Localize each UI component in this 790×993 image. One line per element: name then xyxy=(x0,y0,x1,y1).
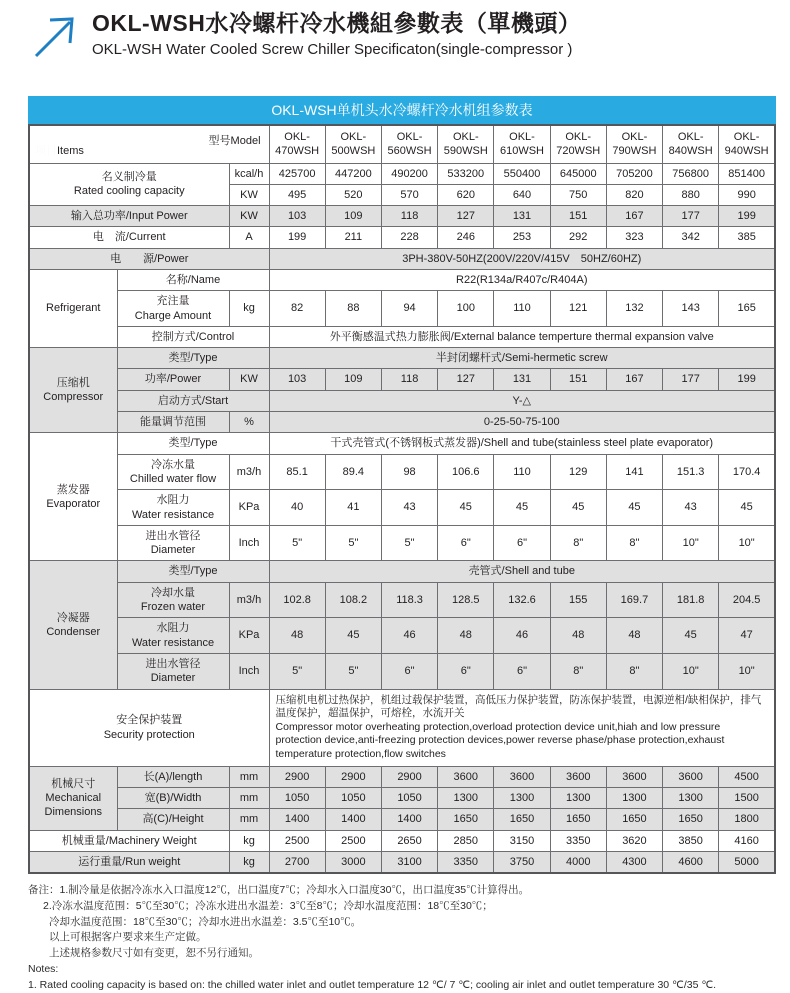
cell-value: 10" xyxy=(663,525,719,561)
table-row xyxy=(29,525,775,561)
cell-value: 533200 xyxy=(438,163,494,184)
table-row xyxy=(29,326,775,347)
cell-unit: KPa xyxy=(229,618,269,654)
cell-group: 蒸发器 Evaporator xyxy=(29,433,117,561)
cell-value: 131 xyxy=(494,369,550,390)
cell-label: 控制方式/Control xyxy=(117,326,269,347)
page-title: OKL-WSH水冷螺杆冷水機組參數表（單機頭） xyxy=(92,10,582,36)
cell-label: 安全保护装置 Security protection xyxy=(29,689,269,766)
cell-value: 165 xyxy=(719,291,775,327)
cell-value: 118.3 xyxy=(381,582,437,618)
cell-label: 电 源/Power xyxy=(29,248,269,269)
table-row xyxy=(29,433,775,454)
cell-value: 1400 xyxy=(325,809,381,830)
cell-value: 520 xyxy=(325,184,381,205)
cell-value: 1400 xyxy=(269,809,325,830)
cell-value: 990 xyxy=(719,184,775,205)
cell-span: 0-25-50-75-100 xyxy=(269,412,775,433)
cell-value: 45 xyxy=(438,490,494,526)
cell-value: 40 xyxy=(269,490,325,526)
cell-value: 4600 xyxy=(663,851,719,873)
table-row xyxy=(29,454,775,490)
cell-value: 6" xyxy=(438,653,494,689)
cell-label: 功率/Power xyxy=(117,369,229,390)
table-row xyxy=(29,163,775,184)
cell-value: 228 xyxy=(381,227,437,248)
cell-value: 3600 xyxy=(550,766,606,787)
cell-value: 640 xyxy=(494,184,550,205)
cell-label: 冷却水量 Frozen water xyxy=(117,582,229,618)
cell-value: 645000 xyxy=(550,163,606,184)
cell-value: 167 xyxy=(606,206,662,227)
cell-group: 冷凝器 Condenser xyxy=(29,561,117,689)
cell-value: 177 xyxy=(663,206,719,227)
cell-value: 1050 xyxy=(269,788,325,809)
cell-value: 246 xyxy=(438,227,494,248)
page-header xyxy=(28,10,776,65)
note-line: 备注：1.制冷量是依据冷冻水入口温度12℃，出口温度7℃；冷却水入口温度30℃，出口温度35℃计算得出。 xyxy=(28,884,530,897)
cell-value: 3600 xyxy=(494,766,550,787)
cell-value: 48 xyxy=(269,618,325,654)
model-header: OKL- 940WSH xyxy=(719,125,775,163)
cell-label: 长(A)/length xyxy=(117,766,229,787)
cell-value: 151 xyxy=(550,369,606,390)
cell-unit: mm xyxy=(229,809,269,830)
items-label xyxy=(35,144,84,158)
table-header-row xyxy=(29,125,775,163)
cell-value: 132.6 xyxy=(494,582,550,618)
model-header: OKL- 790WSH xyxy=(606,125,662,163)
cell-group: 机械尺寸 Mechanical Dimensions xyxy=(29,766,117,830)
cell-value: 705200 xyxy=(606,163,662,184)
cell-label: 机械重量/Machinery Weight xyxy=(29,830,229,851)
cell-value: 2850 xyxy=(438,830,494,851)
cell-value: 323 xyxy=(606,227,662,248)
note-line-en: 1. Rated cooling capacity is based on: the chilled water inlet and outlet temperature 12 ℃/ 7 ℃; cooling air inlet and outlet temperature 30 ℃/35 ℃. xyxy=(28,978,717,991)
table-row xyxy=(29,582,775,618)
cell-group: 压缩机 Compressor xyxy=(29,348,117,433)
cell-value: 820 xyxy=(606,184,662,205)
table-row xyxy=(29,348,775,369)
model-label: 型号Model xyxy=(208,135,261,147)
cell-value: 1650 xyxy=(550,809,606,830)
cell-value: 47 xyxy=(719,618,775,654)
cell-value: 45 xyxy=(325,618,381,654)
model-header: OKL- 610WSH xyxy=(494,125,550,163)
cell-value: 2900 xyxy=(325,766,381,787)
cell-value: 425700 xyxy=(269,163,325,184)
cell-value: 48 xyxy=(438,618,494,654)
cell-value: 3620 xyxy=(606,830,662,851)
cell-unit: mm xyxy=(229,788,269,809)
cell-value: 4000 xyxy=(550,851,606,873)
arrow-up-right-icon xyxy=(28,12,80,65)
cell-value: 5" xyxy=(325,525,381,561)
table-row xyxy=(29,618,775,654)
note-line: 以上可根据客户要求来生产定做。 xyxy=(49,931,207,944)
cell-value: 1050 xyxy=(381,788,437,809)
cell-value: 181.8 xyxy=(663,582,719,618)
cell-label: 能量调节范围 xyxy=(117,412,229,433)
cell-value: 127 xyxy=(438,206,494,227)
table-row xyxy=(29,227,775,248)
cell-label: 水阻力 Water resistance xyxy=(117,490,229,526)
cell-label: 进出水管径 Diameter xyxy=(117,653,229,689)
cell-value: 3600 xyxy=(663,766,719,787)
cell-span: 压缩机电机过热保护，机组过载保护装置，高低压力保护装置，防冻保护装置，电源逆相/缺相保护，排气温度保护，超温保护，可熔栓，水流开关 Compressor motor overheating protection,overload protection device unit,hiah and low pressure protection device,anti-freezing protection devices,power reverse phase/phase protection,exhaust temperature protection,flow switches xyxy=(269,689,775,766)
cell-value: 2650 xyxy=(381,830,437,851)
cell-unit: Inch xyxy=(229,653,269,689)
cell-label: 类型/Type xyxy=(117,561,269,582)
cell-value: 880 xyxy=(663,184,719,205)
cell-value: 3150 xyxy=(494,830,550,851)
cell-value: 1650 xyxy=(494,809,550,830)
cell-value: 3100 xyxy=(381,851,437,873)
page-subtitle: OKL-WSH Water Cooled Screw Chiller Specificaton(single-compressor ) xyxy=(92,40,573,58)
cell-value: 132 xyxy=(606,291,662,327)
cell-value: 8" xyxy=(606,653,662,689)
table-row xyxy=(29,390,775,411)
cell-value: 129 xyxy=(550,454,606,490)
table-row xyxy=(29,653,775,689)
cell-unit: mm xyxy=(229,766,269,787)
cell-value: 43 xyxy=(381,490,437,526)
spec-table xyxy=(28,124,776,874)
cell-value: 1300 xyxy=(663,788,719,809)
cell-value: 109 xyxy=(325,206,381,227)
cell-value: 8" xyxy=(606,525,662,561)
model-header: OKL- 720WSH xyxy=(550,125,606,163)
cell-value: 5" xyxy=(269,653,325,689)
cell-value: 10" xyxy=(719,653,775,689)
cell-value: 756800 xyxy=(663,163,719,184)
cell-label: 水阻力 Water resistance xyxy=(117,618,229,654)
cell-value: 103 xyxy=(269,369,325,390)
cell-value: 4500 xyxy=(719,766,775,787)
cell-value: 48 xyxy=(606,618,662,654)
cell-value: 2900 xyxy=(269,766,325,787)
cell-value: 199 xyxy=(719,369,775,390)
cell-value: 385 xyxy=(719,227,775,248)
cell-span: 外平衡感温式热力膨胀阀/External balance temperture thermal expansion valve xyxy=(269,326,775,347)
cell-label: 名称/Name xyxy=(117,269,269,290)
cell-value: 88 xyxy=(325,291,381,327)
cell-unit: A xyxy=(229,227,269,248)
cell-value: 131 xyxy=(494,206,550,227)
cell-unit: KW xyxy=(229,369,269,390)
cell-value: 1650 xyxy=(663,809,719,830)
cell-value: 2900 xyxy=(381,766,437,787)
cell-value: 110 xyxy=(494,291,550,327)
cell-value: 170.4 xyxy=(719,454,775,490)
table-row xyxy=(29,561,775,582)
cell-value: 128.5 xyxy=(438,582,494,618)
cell-value: 102.8 xyxy=(269,582,325,618)
cell-value: 127 xyxy=(438,369,494,390)
cell-value: 45 xyxy=(719,490,775,526)
items-label-en: Items xyxy=(57,145,84,158)
cell-span: 半封闭螺杆式/Semi-hermetic screw xyxy=(269,348,775,369)
cell-value: 46 xyxy=(494,618,550,654)
cell-value: 110 xyxy=(494,454,550,490)
cell-value: 3600 xyxy=(606,766,662,787)
cell-value: 1800 xyxy=(719,809,775,830)
cell-value: 447200 xyxy=(325,163,381,184)
cell-value: 495 xyxy=(269,184,325,205)
model-header: OKL- 500WSH xyxy=(325,125,381,163)
cell-value: 169.7 xyxy=(606,582,662,618)
cell-value: 177 xyxy=(663,369,719,390)
cell-label: 冷冻水量 Chilled water flow xyxy=(117,454,229,490)
cell-label: 充注量 Charge Amount xyxy=(117,291,229,327)
cell-label: 电 流/Current xyxy=(29,227,229,248)
table-row xyxy=(29,788,775,809)
cell-unit: Inch xyxy=(229,525,269,561)
cell-label: 启动方式/Start xyxy=(117,390,269,411)
cell-value: 211 xyxy=(325,227,381,248)
cell-value: 199 xyxy=(269,227,325,248)
cell-value: 8" xyxy=(550,653,606,689)
table-row xyxy=(29,809,775,830)
table-row xyxy=(29,269,775,290)
cell-unit: m3/h xyxy=(229,582,269,618)
cell-unit: KW xyxy=(229,206,269,227)
cell-value: 6" xyxy=(381,653,437,689)
cell-label: 进出水管径 Diameter xyxy=(117,525,229,561)
cell-value: 4160 xyxy=(719,830,775,851)
cell-span: 壳管式/Shell and tube xyxy=(269,561,775,582)
cell-value: 45 xyxy=(550,490,606,526)
cell-value: 151 xyxy=(550,206,606,227)
items-model-corner-cell xyxy=(29,125,269,163)
cell-value: 6" xyxy=(438,525,494,561)
cell-unit: KPa xyxy=(229,490,269,526)
cell-value: 570 xyxy=(381,184,437,205)
cell-value: 4300 xyxy=(606,851,662,873)
cell-value: 108.2 xyxy=(325,582,381,618)
table-row xyxy=(29,412,775,433)
cell-value: 3000 xyxy=(325,851,381,873)
cell-value: 155 xyxy=(550,582,606,618)
cell-value: 620 xyxy=(438,184,494,205)
table-row xyxy=(29,490,775,526)
cell-value: 1300 xyxy=(438,788,494,809)
cell-value: 141 xyxy=(606,454,662,490)
table-title-banner: OKL-WSH单机头水冷螺杆冷水机组参数表 xyxy=(28,96,776,124)
table-row xyxy=(29,766,775,787)
cell-value: 292 xyxy=(550,227,606,248)
cell-value: 85.1 xyxy=(269,454,325,490)
cell-value: 1300 xyxy=(550,788,606,809)
cell-value: 151.3 xyxy=(663,454,719,490)
cell-label: 宽(B)/Width xyxy=(117,788,229,809)
cell-value: 1300 xyxy=(494,788,550,809)
cell-label: 输入总功率/Input Power xyxy=(29,206,229,227)
cell-value: 2500 xyxy=(325,830,381,851)
model-header: OKL- 470WSH xyxy=(269,125,325,163)
cell-value: 1650 xyxy=(606,809,662,830)
model-header: OKL- 590WSH xyxy=(438,125,494,163)
cell-value: 106.6 xyxy=(438,454,494,490)
note-line: 2.冷冻水温度范围：5℃至30℃；冷冻水进出水温差：3℃至8℃；冷却水温度范围：18℃至30℃； xyxy=(43,899,493,912)
cell-value: 94 xyxy=(381,291,437,327)
cell-value: 43 xyxy=(663,490,719,526)
cell-value: 98 xyxy=(381,454,437,490)
cell-value: 143 xyxy=(663,291,719,327)
cell-label: 名义制冷量 Rated cooling capacity xyxy=(29,163,229,206)
cell-value: 41 xyxy=(325,490,381,526)
cell-value: 5" xyxy=(325,653,381,689)
cell-value: 109 xyxy=(325,369,381,390)
cell-group: Refrigerant xyxy=(29,269,117,347)
cell-value: 550400 xyxy=(494,163,550,184)
cell-value: 46 xyxy=(381,618,437,654)
cell-value: 100 xyxy=(438,291,494,327)
cell-value: 342 xyxy=(663,227,719,248)
cell-value: 48 xyxy=(550,618,606,654)
cell-value: 6" xyxy=(494,525,550,561)
cell-value: 5" xyxy=(269,525,325,561)
cell-value: 118 xyxy=(381,206,437,227)
cell-value: 2500 xyxy=(269,830,325,851)
cell-value: 103 xyxy=(269,206,325,227)
cell-value: 82 xyxy=(269,291,325,327)
cell-value: 1650 xyxy=(438,809,494,830)
cell-value: 45 xyxy=(494,490,550,526)
cell-value: 204.5 xyxy=(719,582,775,618)
cell-value: 6" xyxy=(494,653,550,689)
cell-value: 253 xyxy=(494,227,550,248)
model-header: OKL- 840WSH xyxy=(663,125,719,163)
cell-value: 3350 xyxy=(550,830,606,851)
table-row xyxy=(29,689,775,766)
cell-label: 运行重量/Run weight xyxy=(29,851,229,873)
cell-value: 45 xyxy=(606,490,662,526)
cell-value: 3750 xyxy=(494,851,550,873)
cell-value: 1300 xyxy=(606,788,662,809)
cell-value: 1050 xyxy=(325,788,381,809)
model-header: OKL- 560WSH xyxy=(381,125,437,163)
cell-label: 类型/Type xyxy=(117,433,269,454)
cell-span: Y-△ xyxy=(269,390,775,411)
cell-value: 89.4 xyxy=(325,454,381,490)
cell-unit: kg xyxy=(229,291,269,327)
items-label-zh: 项目 xyxy=(35,145,57,158)
cell-unit: kcal/h xyxy=(229,163,269,184)
table-row xyxy=(29,206,775,227)
table-row xyxy=(29,830,775,851)
cell-value: 3600 xyxy=(438,766,494,787)
cell-value: 5" xyxy=(381,525,437,561)
table-row xyxy=(29,369,775,390)
cell-value: 10" xyxy=(663,653,719,689)
table-row xyxy=(29,291,775,327)
cell-label: 类型/Type xyxy=(117,348,269,369)
note-line: 冷却水温度范围：18℃至30℃；冷却水进出水温差：3.5℃至10℃。 xyxy=(49,915,362,928)
cell-value: 750 xyxy=(550,184,606,205)
note-line: 上述规格参数尺寸如有变更，恕不另行通知。 xyxy=(49,947,259,960)
table-row xyxy=(29,851,775,873)
cell-value: 167 xyxy=(606,369,662,390)
cell-value: 2700 xyxy=(269,851,325,873)
cell-value: 5000 xyxy=(719,851,775,873)
footer-notes xyxy=(28,883,788,993)
notes-en-label: Notes: xyxy=(28,962,59,975)
cell-value: 199 xyxy=(719,206,775,227)
cell-value: 8" xyxy=(550,525,606,561)
cell-value: 118 xyxy=(381,369,437,390)
cell-value: 121 xyxy=(550,291,606,327)
cell-unit: kg xyxy=(229,851,269,873)
cell-span: 干式壳管式(不锈钢板式蒸发器)/Shell and tube(stainless steel plate evaporator) xyxy=(269,433,775,454)
cell-value: 1500 xyxy=(719,788,775,809)
cell-unit: m3/h xyxy=(229,454,269,490)
cell-value: 3350 xyxy=(438,851,494,873)
cell-value: 10" xyxy=(719,525,775,561)
cell-unit: KW xyxy=(229,184,269,205)
cell-value: 45 xyxy=(663,618,719,654)
cell-value: 1400 xyxy=(381,809,437,830)
cell-unit: kg xyxy=(229,830,269,851)
cell-value: 3850 xyxy=(663,830,719,851)
title-block xyxy=(92,10,776,59)
cell-span: 3PH-380V-50HZ(200V/220V/415V 50HZ/60HZ) xyxy=(269,248,775,269)
cell-span: R22(R134a/R407c/R404A) xyxy=(269,269,775,290)
table-row xyxy=(29,248,775,269)
cell-unit: % xyxy=(229,412,269,433)
cell-value: 851400 xyxy=(719,163,775,184)
cell-label: 高(C)/Height xyxy=(117,809,229,830)
cell-value: 490200 xyxy=(381,163,437,184)
